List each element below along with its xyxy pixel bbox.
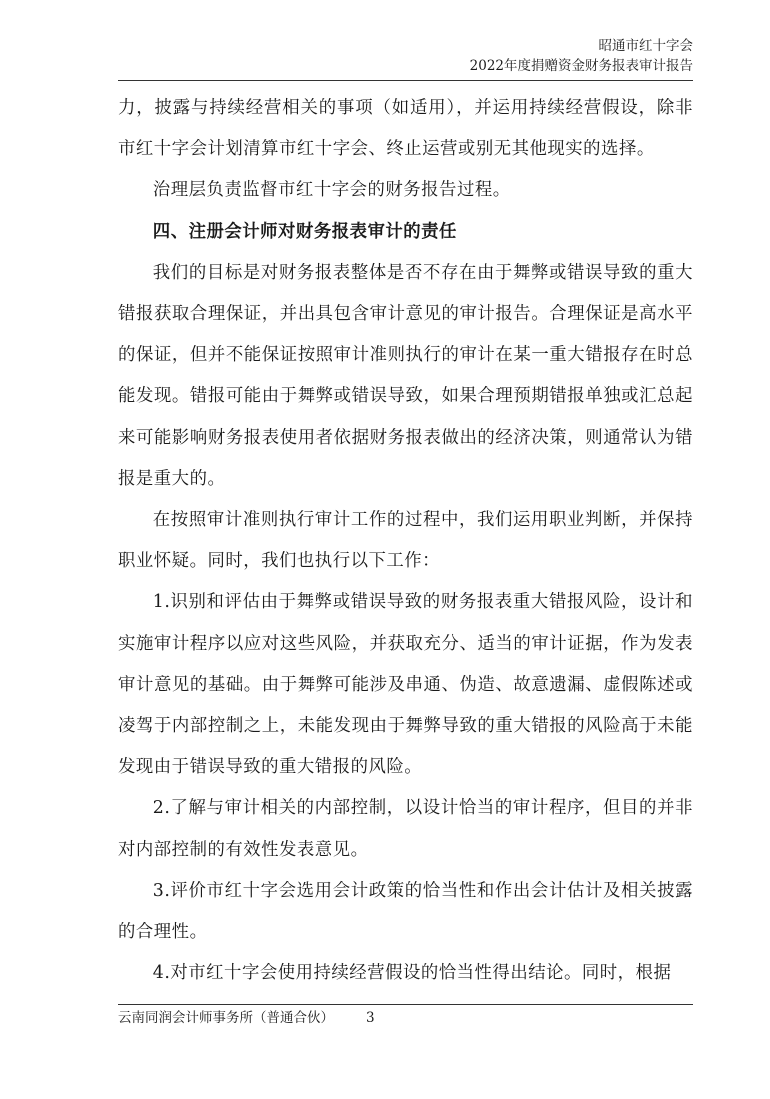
page-header <box>118 36 693 76</box>
document-body <box>118 88 693 994</box>
list-item-1: 1.识别和评估由于舞弊或错误导致的财务报表重大错报风险，设计和实施审计程序以应对这些风险，并获取充分、适当的审计证据，作为发表审计意见的基础。由于舞弊可能涉及串通、伪造、故意遗漏、虚假陈述或凌驾于内部控制之上，未能发现由于舞弊导致的重大错报的风险高于未能发现由于错误导致的重大错报的风险。 <box>118 592 693 778</box>
header-divider <box>118 80 693 81</box>
footer-divider <box>118 1004 693 1005</box>
list-item-2: 2.了解与审计相关的内部控制，以设计恰当的审计程序，但目的并非对内部控制的有效性发表意见。 <box>118 798 693 860</box>
paragraph-governance: 治理层负责监督市红十字会的财务报告过程。 <box>152 180 511 201</box>
paragraph-continuation: 力，披露与持续经营相关的事项（如适用），并运用持续经营假设，除非市红十字会计划清算市红十字会、终止运营或别无其他现实的选择。 <box>118 98 693 160</box>
header-report-title: 2022年度捐赠资金财务报表审计报告 <box>469 58 693 74</box>
footer-firm-name: 云南同润会计师事务所（普通合伙） <box>118 1010 334 1026</box>
header-organization: 昭通市红十字会 <box>598 38 693 54</box>
paragraph-procedures-intro: 在按照审计准则执行审计工作的过程中，我们运用职业判断，并保持职业怀疑。同时，我们也执行以下工作： <box>118 510 693 572</box>
paragraph-objective: 我们的目标是对财务报表整体是否不存在由于舞弊或错误导致的重大错报获取合理保证，并出具包含审计意见的审计报告。合理保证是高水平的保证，但并不能保证按照审计准则执行的审计在某一重大错报存在时总能发现。错报可能由于舞弊或错误导致，如果合理预期错报单独或汇总起来可能影响财务报表使用者依据财务报表做出的经济决策，则通常认为错报是重大的。 <box>118 262 693 489</box>
list-item-3: 3.评价市红十字会选用会计政策的恰当性和作出会计估计及相关披露的合理性。 <box>118 880 693 943</box>
page-footer <box>118 1008 375 1028</box>
section-heading: 四、注册会计师对财务报表审计的责任 <box>152 221 457 242</box>
list-item-4: 4.对市红十字会使用持续经营假设的恰当性得出结论。同时，根据 <box>152 963 672 984</box>
page-number: 3 <box>366 1010 375 1026</box>
